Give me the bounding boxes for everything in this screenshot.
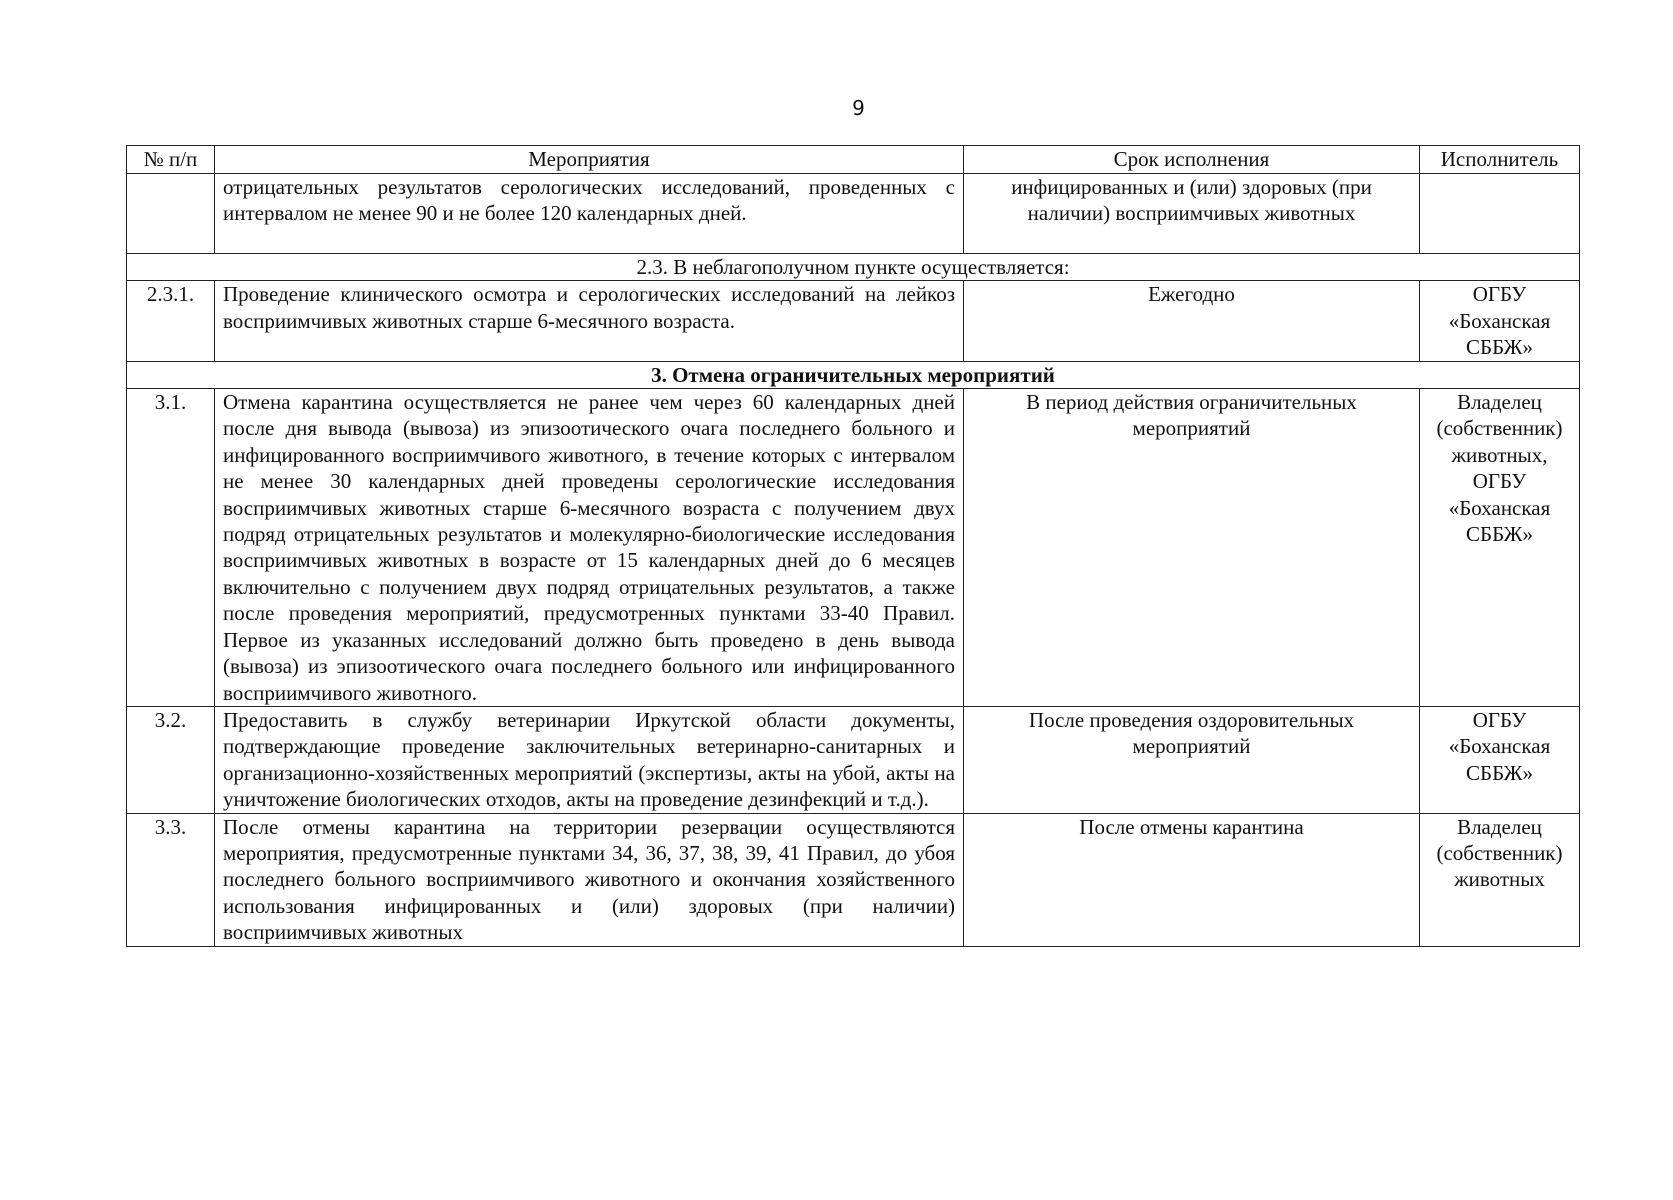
- row-activity: Проведение клинического осмотра и серологических исследований на лейкоз восприимчивых животных старше 6-месячного возраста.: [215, 281, 964, 361]
- row-activity: После отмены карантина на территории резервации осуществляются мероприятия, предусмотренные пунктами 34, 36, 37, 38, 39, 41 Правил, до убоя последнего больного восприимчивого животного и окончания хозяйственного использования инфицированных и (или) здоровых (при наличии) восприимчивых животных: [215, 813, 964, 946]
- row-term: После отмены карантина: [964, 813, 1420, 946]
- header-num: № п/п: [127, 146, 215, 174]
- row-term: инфицированных и (или) здоровых (при наличии) восприимчивых животных: [964, 174, 1420, 254]
- row-num: [127, 174, 215, 254]
- section-row: [127, 361, 1580, 388]
- section-heading: 3. Отмена ограничительных мероприятий: [127, 361, 1580, 388]
- row-term: Ежегодно: [964, 281, 1420, 361]
- header-term: Срок исполнения: [964, 146, 1420, 174]
- table-row: [127, 706, 1580, 813]
- table-row: [127, 813, 1580, 946]
- table-header-row: [127, 146, 1580, 174]
- table-row: [127, 389, 1580, 707]
- row-num: 3.2.: [127, 706, 215, 813]
- row-executor: ОГБУ «Боханская СББЖ»: [1420, 281, 1580, 361]
- page-number: 9: [852, 96, 865, 120]
- row-executor: Владелец (собственник) животных: [1420, 813, 1580, 946]
- table-row: [127, 281, 1580, 361]
- row-executor: ОГБУ «Боханская СББЖ»: [1420, 706, 1580, 813]
- row-term: В период действия ограничительных мероприятий: [964, 389, 1420, 707]
- row-num: 3.1.: [127, 389, 215, 707]
- table-row: [127, 174, 1580, 254]
- row-activity: Отмена карантина осуществляется не ранее чем через 60 календарных дней после дня вывода (вывоза) из эпизоотического очага последнего больного и инфицированного восприимчивого животного, в течение которых с интервалом не менее 30 календарных дней проведены серологические исследования восприимчивых животных старше 6-месячного возраста с получением двух подряд отрицательных результатов и молекулярно-биологические исследования восприимчивых животных в возрасте от 15 календарных дней до 6 месяцев включительно с получением двух подряд отрицательных результатов, а также после проведения мероприятий, предусмотренных пунктами 33-40 Правил. Первое из указанных исследований должно быть проведено в день вывода (вывоза) из эпизоотического очага последнего больного или инфицированного восприимчивого животного.: [215, 389, 964, 707]
- row-executor: [1420, 174, 1580, 254]
- measures-table: [126, 145, 1580, 947]
- row-executor: Владелец (собственник) животных, ОГБУ «Боханская СББЖ»: [1420, 389, 1580, 707]
- section-row: [127, 254, 1580, 281]
- row-num: 2.3.1.: [127, 281, 215, 361]
- row-num: 3.3.: [127, 813, 215, 946]
- row-activity: Предоставить в службу ветеринарии Иркутской области документы, подтверждающие проведение заключительных ветеринарно-санитарных и организационно-хозяйственных мероприятий (экспертизы, акты на убой, акты на уничтожение биологических отходов, акты на проведение дезинфекций и т.д.).: [215, 706, 964, 813]
- header-activities: Мероприятия: [215, 146, 964, 174]
- row-term: После проведения оздоровительных мероприятий: [964, 706, 1420, 813]
- header-executor: Исполнитель: [1420, 146, 1580, 174]
- section-heading: 2.3. В неблагополучном пункте осуществляется:: [127, 254, 1580, 281]
- row-activity: отрицательных результатов серологических исследований, проведенных с интервалом не менее 90 и не более 120 календарных дней.: [215, 174, 964, 254]
